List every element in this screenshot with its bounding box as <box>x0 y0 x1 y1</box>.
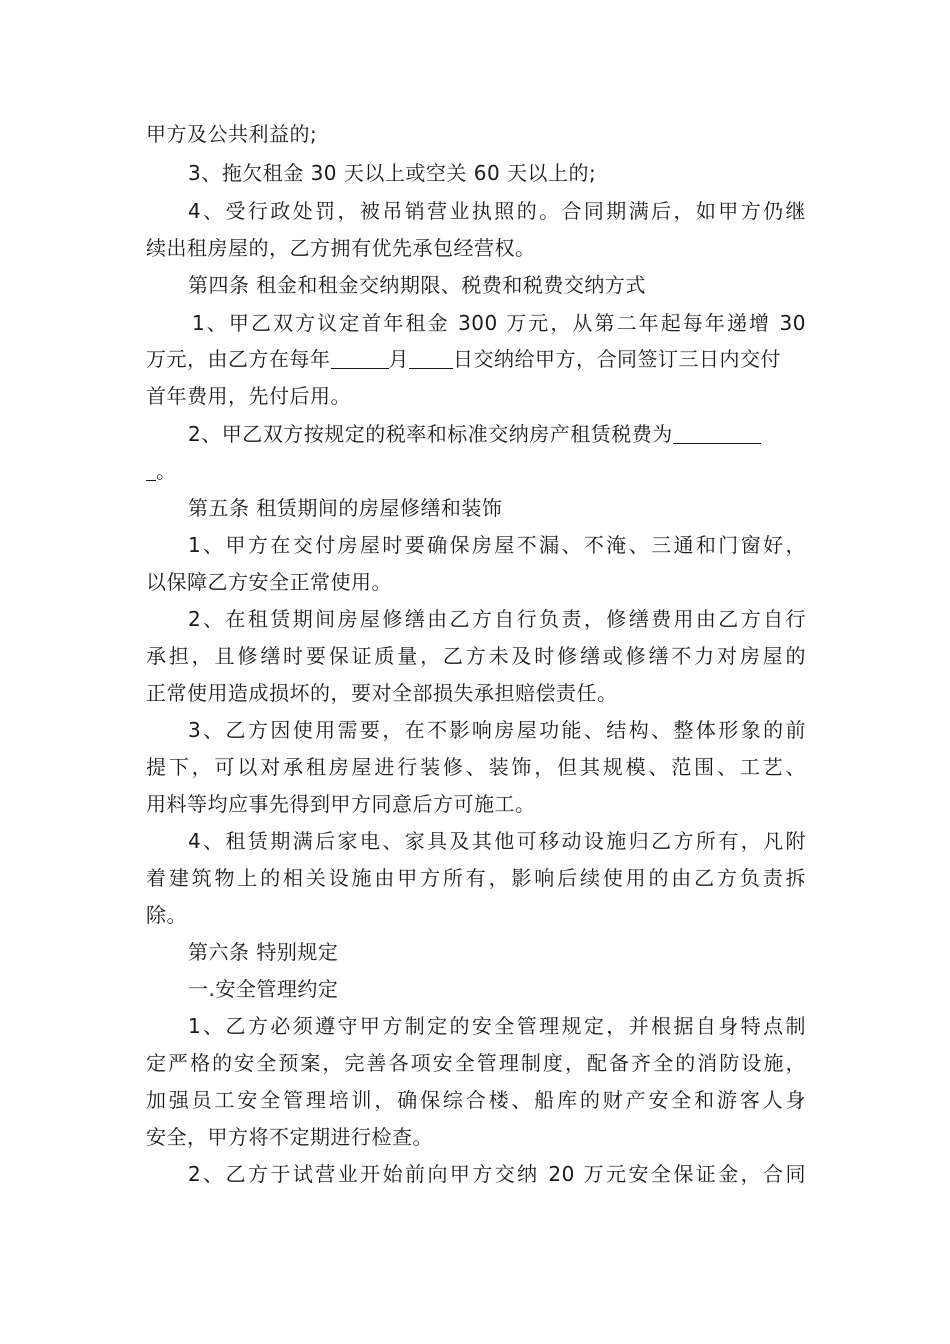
paragraph-line: 4、租赁期满后家电、家具及其他可移动设施归乙方所有，凡附 <box>188 829 806 853</box>
line-text: 日交纳给甲方，合同签订三日内交付 <box>453 347 781 371</box>
paragraph-line <box>146 346 781 372</box>
section-heading: 第六条 特别规定 <box>188 940 339 964</box>
paragraph-line: 3、乙方因使用需要，在不影响房屋功能、结构、整体形象的前 <box>188 718 806 742</box>
paragraph-line: 2、在租赁期间房屋修缮由乙方自行负责，修缮费用由乙方自行 <box>188 607 806 631</box>
paragraph-line: 提下，可以对承租房屋进行装修、装饰，但其规模、范围、工艺、 <box>146 755 806 779</box>
paragraph-line: 续出租房屋的，乙方拥有优先承包经营权。 <box>146 236 536 260</box>
paragraph-line: 甲方及公共利益的; <box>146 122 318 146</box>
blank-field <box>331 348 389 369</box>
line-text: 月 <box>388 347 409 371</box>
paragraph-line: 用料等均应事先得到甲方同意后方可施工。 <box>146 792 536 816</box>
paragraph-line: 安全，甲方将不定期进行检查。 <box>146 1125 433 1149</box>
blank-field <box>673 423 761 444</box>
blank-field <box>146 460 156 481</box>
subsection-heading: 一.安全管理约定 <box>188 977 339 1001</box>
section-heading: 第五条 租赁期间的房屋修缮和装饰 <box>188 496 503 520</box>
paragraph-line: 着建筑物上的相关设施由甲方所有，影响后续使用的由乙方负责拆 <box>146 866 806 890</box>
paragraph-line: 1、甲乙双方议定首年租金 300 万元，从第二年起每年递增 30 <box>192 311 806 335</box>
paragraph-line: 除。 <box>146 903 187 927</box>
paragraph-line: 定严格的安全预案，完善各项安全管理制度，配备齐全的消防设施， <box>146 1051 806 1075</box>
section-heading: 第四条 租金和租金交纳期限、税费和税费交纳方式 <box>188 273 646 297</box>
paragraph-line <box>146 458 177 484</box>
line-text: 万元，由乙方在每年 <box>146 347 331 371</box>
paragraph-line: 加强员工安全管理培训，确保综合楼、船库的财产安全和游客人身 <box>146 1088 806 1112</box>
line-text: 。 <box>156 459 177 483</box>
paragraph-line: 以保障乙方安全正常使用。 <box>146 570 392 594</box>
paragraph-line: 承担，且修缮时要保证质量，乙方未及时修缮或修缮不力对房屋的 <box>146 644 806 668</box>
paragraph-line <box>188 421 761 447</box>
paragraph-line: 首年费用，先付后用。 <box>146 384 351 408</box>
line-text: 2、甲乙双方按规定的税率和标准交纳房产租赁税费为 <box>188 422 673 446</box>
paragraph-line: 正常使用造成损坏的，要对全部损失承担赔偿责任。 <box>146 681 618 705</box>
paragraph-line: 1、甲方在交付房屋时要确保房屋不漏、不淹、三通和门窗好， <box>188 533 806 557</box>
paragraph-line: 3、拖欠租金 30 天以上或空关 60 天以上的; <box>188 161 597 185</box>
blank-field <box>409 348 453 369</box>
paragraph-line: 1、乙方必须遵守甲方制定的安全管理规定，并根据自身特点制 <box>188 1014 806 1038</box>
paragraph-line: 2、乙方于试营业开始前向甲方交纳 20 万元安全保证金，合同 <box>188 1162 806 1186</box>
paragraph-line: 4、受行政处罚，被吊销营业执照的。合同期满后，如甲方仍继 <box>188 199 806 223</box>
